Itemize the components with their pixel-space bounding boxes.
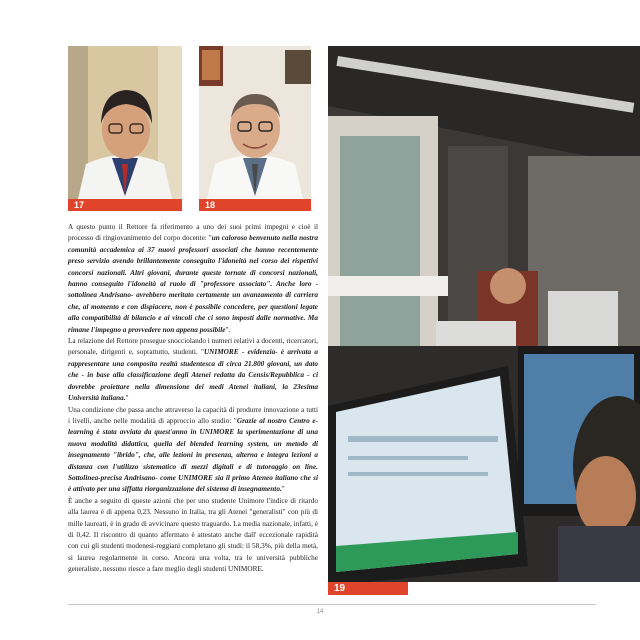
article-body [68, 222, 318, 576]
classroom-photo-19 [328, 46, 640, 582]
photo-badge-17: 17 [68, 199, 182, 211]
photo-badge-18: 18 [199, 199, 311, 211]
footer-divider [68, 604, 596, 605]
article-paragraph: È anche a seguito di queste azioni che per uno studente Unimore l'indice di ritardo alla laurea è di appena 0,23. Nessuno in Italia, tra gli Atenei "generalisti" con più di mille laureati, è in grado di avvicinare questo traguardo. La media nazionale, infatti, è di 0,42. Il riscontro di quanto affermato è attestato anche dall' eccezionale rapidità con cui gli studenti modenesi-reggiani completano gli studi: il 58,3%, più della metà, si laurea regolarmente in corso. Ancora una volta, tra le università pubbliche generaliste, nessuno riesce a fare meglio degli studenti UNIMORE. [68, 496, 318, 574]
page-number: 14 [316, 609, 324, 615]
article-paragraph: La relazione del Rettore prosegue snocciolando i numeri relativi a docenti, ricercatori, personale, dirigenti e, soprattutto, studenti. "UNIMORE - evidenzia- è arrivata a rappresentare una composita realtà studentesca di circa 21.800 giovani, un dato che - in base alla classificazione degli Atenei redatta da Censis/Repubblica - ci dovrebbe proiettare nella dimensione dei medi Atenei italiani, la 23esima Università italiana." [68, 337, 318, 403]
article-paragraph: Una condizione che passa anche attraverso la capacità di produrre innovazione a tutti i livelli, anche nelle modalità di approccio allo studio: "Grazie al nostro Centro e-learning è stata avviata da quest'anno in UNIMORE la sperimentazione di una nuova modalità didattica, quella del blended learning system, un metodo di insegnamento "ibrido", che, alle lezioni in presenza, alterna e integra lezioni a distanza con l'utilizzo sistematico di mezzi digitali e di tutoraggio on line. Sottolinea-precisa Andrisano- come UNIMORE sia il primo Ateneo italiano che si è attivato per una siffatta riorganizzazione del sistema di insegnamento." [68, 405, 318, 494]
portrait-photo-18 [199, 46, 311, 199]
article-paragraph: A questo punto il Rettore fa riferimento a uno dei suoi primi impegni e cioè il processo di ringiovanimento del corpo docente: "un caloroso benvenuto nella nostra comunità accademica ai 37 nuovi professori associati che hanno recentemente preso servizio avendo brillantemente conseguito l'idoneità nel corso dei rispettivi concorsi nazionali. Altri giovani, durante queste tornate di concorsi nazionali, hanno conseguito l'idoneità al ruolo di "professore associato". Anche loro -sottolinea Andrisano- avrebbero meritato certamente un avanzamento di carriera che, al momento e con dispiacere, non è possibile concedere, per questioni legate alla compatibilità di bilancio e ai vincoli che ci sono imposti dalle normative. Ma rimane l'impegno a provvedere non appena possibile". [68, 223, 319, 334]
photo-badge-19: 19 [328, 582, 408, 595]
portrait-photo-17 [68, 46, 182, 199]
